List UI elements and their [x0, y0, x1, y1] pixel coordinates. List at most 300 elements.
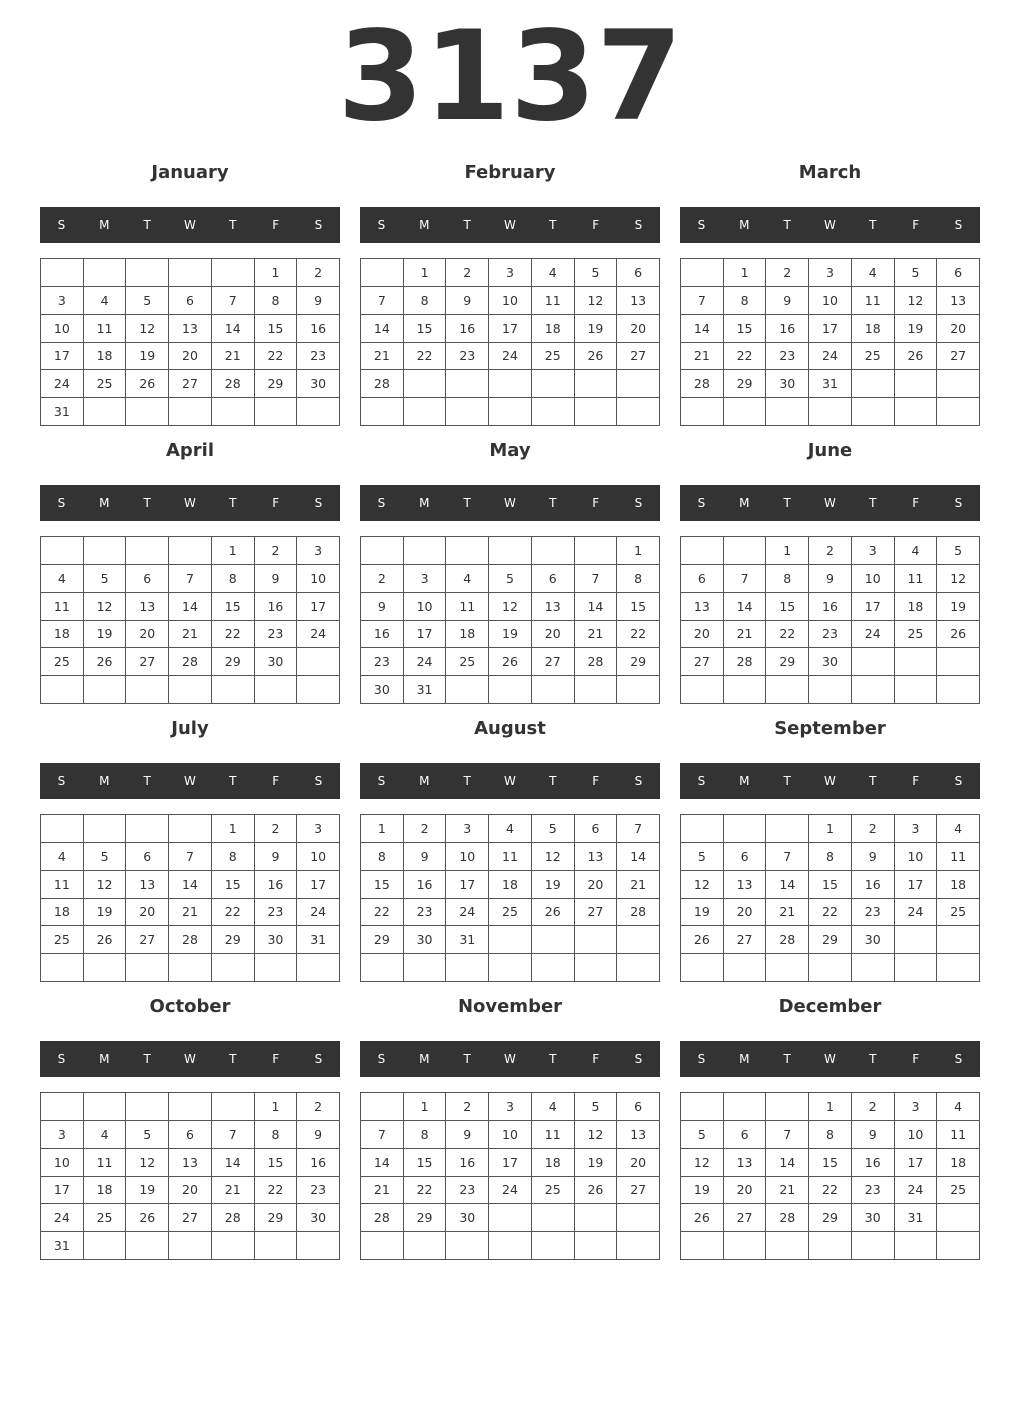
empty-day-cell [41, 537, 84, 565]
weekday-label: F [592, 218, 600, 232]
empty-day-cell [361, 398, 404, 426]
empty-day-cell [724, 537, 767, 565]
weekday-label: S [314, 496, 323, 510]
day-cell: 20 [126, 899, 169, 927]
day-cell: 16 [766, 315, 809, 343]
day-cell: 30 [404, 926, 447, 954]
day-cell: 19 [126, 1177, 169, 1205]
month-title: January [151, 162, 229, 183]
day-cell: 12 [532, 843, 575, 871]
empty-day-cell [84, 1232, 127, 1260]
weekday-label: T [869, 218, 877, 232]
day-cell: 19 [126, 343, 169, 371]
empty-day-cell [297, 1232, 340, 1260]
empty-day-cell [681, 815, 724, 843]
weekday-header [680, 207, 980, 243]
empty-day-cell [489, 537, 532, 565]
day-cell: 2 [255, 815, 298, 843]
empty-day-cell [532, 1232, 575, 1260]
weekday-label: M [99, 774, 110, 788]
day-cell: 28 [361, 1204, 404, 1232]
day-cell: 26 [126, 370, 169, 398]
empty-day-cell [126, 676, 169, 704]
empty-day-cell [361, 1232, 404, 1260]
day-cell: 5 [681, 1121, 724, 1149]
day-cell: 26 [681, 926, 724, 954]
empty-day-cell [404, 370, 447, 398]
day-cell: 3 [404, 565, 447, 593]
empty-day-cell [617, 370, 660, 398]
empty-day-cell [41, 259, 84, 287]
empty-day-cell [852, 370, 895, 398]
weekday-label: W [184, 496, 196, 510]
day-cell: 8 [809, 843, 852, 871]
day-cell: 17 [895, 871, 938, 899]
day-cell: 19 [84, 899, 127, 927]
day-cell: 7 [361, 287, 404, 315]
empty-day-cell [446, 370, 489, 398]
day-cell: 10 [895, 1121, 938, 1149]
empty-day-cell [937, 1232, 980, 1260]
day-cell: 16 [361, 621, 404, 649]
day-cell: 27 [681, 648, 724, 676]
empty-day-cell [169, 1093, 212, 1121]
day-cell: 4 [41, 843, 84, 871]
day-cell: 21 [617, 871, 660, 899]
day-cell: 24 [41, 1204, 84, 1232]
weekday-label: S [377, 496, 386, 510]
day-cell: 26 [681, 1204, 724, 1232]
empty-day-cell [895, 954, 938, 982]
day-cell: 1 [255, 259, 298, 287]
day-cell: 25 [937, 899, 980, 927]
day-cell: 21 [361, 1177, 404, 1205]
day-cell: 15 [617, 593, 660, 621]
day-cell: 5 [532, 815, 575, 843]
empty-day-cell [255, 398, 298, 426]
empty-day-cell [766, 815, 809, 843]
day-grid [360, 258, 660, 426]
day-cell: 16 [852, 871, 895, 899]
empty-day-cell [446, 676, 489, 704]
day-cell: 24 [297, 621, 340, 649]
day-cell: 3 [297, 815, 340, 843]
day-cell: 26 [84, 648, 127, 676]
day-cell: 4 [41, 565, 84, 593]
day-cell: 21 [212, 343, 255, 371]
weekday-label: S [634, 1052, 643, 1066]
weekday-label: W [504, 1052, 516, 1066]
day-cell: 24 [809, 343, 852, 371]
day-cell: 2 [297, 1093, 340, 1121]
empty-day-cell [766, 954, 809, 982]
day-cell: 30 [809, 648, 852, 676]
day-cell: 4 [532, 1093, 575, 1121]
day-cell: 3 [446, 815, 489, 843]
day-cell: 12 [84, 593, 127, 621]
day-cell: 15 [255, 315, 298, 343]
day-cell: 21 [169, 899, 212, 927]
weekday-label: F [912, 496, 920, 510]
day-cell: 7 [617, 815, 660, 843]
day-cell: 18 [84, 343, 127, 371]
day-cell: 24 [489, 1177, 532, 1205]
day-cell: 10 [404, 593, 447, 621]
day-cell: 9 [404, 843, 447, 871]
day-cell: 22 [766, 621, 809, 649]
day-cell: 8 [404, 287, 447, 315]
weekday-header [40, 207, 340, 243]
day-cell: 15 [255, 1149, 298, 1177]
day-cell: 12 [84, 871, 127, 899]
empty-day-cell [212, 954, 255, 982]
empty-day-cell [169, 259, 212, 287]
empty-day-cell [852, 676, 895, 704]
empty-day-cell [84, 676, 127, 704]
day-cell: 21 [766, 899, 809, 927]
weekday-label: T [229, 218, 237, 232]
day-cell: 14 [361, 1149, 404, 1177]
empty-day-cell [212, 398, 255, 426]
day-cell: 3 [895, 1093, 938, 1121]
day-cell: 13 [937, 287, 980, 315]
day-grid [40, 258, 340, 426]
empty-day-cell [84, 537, 127, 565]
empty-day-cell [84, 1093, 127, 1121]
day-cell: 17 [852, 593, 895, 621]
day-cell: 6 [724, 843, 767, 871]
empty-day-cell [446, 398, 489, 426]
day-cell: 24 [489, 343, 532, 371]
weekday-label: S [954, 1052, 963, 1066]
empty-day-cell [404, 954, 447, 982]
day-cell: 16 [404, 871, 447, 899]
empty-day-cell [617, 1204, 660, 1232]
day-cell: 9 [852, 843, 895, 871]
empty-day-cell [852, 398, 895, 426]
day-cell: 7 [766, 843, 809, 871]
weekday-label: S [314, 218, 323, 232]
day-cell: 15 [361, 871, 404, 899]
day-cell: 23 [852, 1177, 895, 1205]
day-cell: 20 [681, 621, 724, 649]
weekday-label: W [824, 774, 836, 788]
weekday-label: M [419, 774, 430, 788]
empty-day-cell [169, 954, 212, 982]
empty-day-cell [575, 676, 618, 704]
day-cell: 11 [489, 843, 532, 871]
day-cell: 5 [937, 537, 980, 565]
empty-day-cell [532, 370, 575, 398]
day-cell: 13 [169, 1149, 212, 1177]
day-cell: 12 [126, 1149, 169, 1177]
day-cell: 4 [446, 565, 489, 593]
day-cell: 19 [532, 871, 575, 899]
day-cell: 3 [852, 537, 895, 565]
weekday-label: W [504, 218, 516, 232]
day-cell: 26 [532, 899, 575, 927]
day-cell: 11 [532, 287, 575, 315]
day-cell: 31 [41, 1232, 84, 1260]
day-cell: 11 [937, 1121, 980, 1149]
empty-day-cell [255, 1232, 298, 1260]
day-cell: 9 [766, 287, 809, 315]
day-cell: 9 [809, 565, 852, 593]
day-cell: 25 [489, 899, 532, 927]
weekday-label: S [377, 218, 386, 232]
weekday-label: M [99, 218, 110, 232]
weekday-label: S [954, 218, 963, 232]
day-cell: 6 [169, 1121, 212, 1149]
weekday-label: T [869, 1052, 877, 1066]
month-title: July [171, 718, 209, 739]
day-cell: 29 [724, 370, 767, 398]
day-cell: 14 [766, 871, 809, 899]
empty-day-cell [489, 398, 532, 426]
day-cell: 4 [532, 259, 575, 287]
empty-day-cell [212, 1232, 255, 1260]
day-cell: 31 [297, 926, 340, 954]
day-cell: 13 [532, 593, 575, 621]
day-grid [40, 1092, 340, 1260]
month-title: March [798, 162, 862, 183]
day-cell: 12 [489, 593, 532, 621]
day-cell: 24 [297, 899, 340, 927]
weekday-label: T [463, 218, 471, 232]
weekday-label: M [739, 774, 750, 788]
day-cell: 16 [852, 1149, 895, 1177]
empty-day-cell [724, 676, 767, 704]
day-cell: 15 [809, 1149, 852, 1177]
day-cell: 25 [937, 1177, 980, 1205]
day-cell: 13 [575, 843, 618, 871]
empty-day-cell [404, 1232, 447, 1260]
day-cell: 15 [212, 871, 255, 899]
weekday-label: S [57, 218, 66, 232]
day-cell: 8 [255, 287, 298, 315]
weekday-label: T [229, 496, 237, 510]
weekday-label: T [549, 218, 557, 232]
weekday-label: F [272, 774, 280, 788]
day-cell: 10 [489, 287, 532, 315]
day-cell: 25 [446, 648, 489, 676]
day-cell: 11 [84, 315, 127, 343]
day-cell: 8 [617, 565, 660, 593]
empty-day-cell [169, 537, 212, 565]
day-cell: 5 [126, 287, 169, 315]
empty-day-cell [617, 954, 660, 982]
empty-day-cell [41, 676, 84, 704]
weekday-label: F [592, 774, 600, 788]
empty-day-cell [126, 537, 169, 565]
empty-day-cell [297, 648, 340, 676]
day-cell: 17 [297, 593, 340, 621]
day-cell: 12 [681, 871, 724, 899]
day-cell: 11 [84, 1149, 127, 1177]
weekday-label: T [143, 496, 151, 510]
day-cell: 3 [297, 537, 340, 565]
day-cell: 20 [169, 1177, 212, 1205]
day-cell: 19 [937, 593, 980, 621]
weekday-label: M [419, 496, 430, 510]
day-cell: 27 [724, 926, 767, 954]
empty-day-cell [297, 398, 340, 426]
empty-day-cell [361, 954, 404, 982]
day-cell: 3 [41, 1121, 84, 1149]
weekday-label: T [463, 496, 471, 510]
day-cell: 26 [937, 621, 980, 649]
day-grid [680, 1092, 980, 1260]
day-cell: 22 [809, 899, 852, 927]
day-cell: 26 [126, 1204, 169, 1232]
empty-day-cell [489, 1232, 532, 1260]
day-cell: 8 [361, 843, 404, 871]
day-cell: 28 [212, 1204, 255, 1232]
day-cell: 6 [681, 565, 724, 593]
day-cell: 15 [404, 1149, 447, 1177]
empty-day-cell [766, 1232, 809, 1260]
empty-day-cell [766, 398, 809, 426]
day-cell: 16 [446, 1149, 489, 1177]
day-cell: 1 [255, 1093, 298, 1121]
empty-day-cell [895, 676, 938, 704]
day-cell: 2 [297, 259, 340, 287]
day-cell: 18 [41, 899, 84, 927]
weekday-header [40, 763, 340, 799]
day-cell: 2 [852, 1093, 895, 1121]
day-cell: 2 [361, 565, 404, 593]
empty-day-cell [532, 1204, 575, 1232]
day-cell: 12 [575, 1121, 618, 1149]
day-cell: 16 [297, 1149, 340, 1177]
day-cell: 13 [126, 593, 169, 621]
day-cell: 11 [895, 565, 938, 593]
empty-day-cell [532, 398, 575, 426]
weekday-label: S [697, 1052, 706, 1066]
empty-day-cell [724, 954, 767, 982]
day-cell: 22 [255, 1177, 298, 1205]
day-cell: 27 [126, 648, 169, 676]
day-cell: 29 [617, 648, 660, 676]
day-cell: 9 [297, 287, 340, 315]
weekday-header [680, 485, 980, 521]
day-cell: 22 [404, 1177, 447, 1205]
empty-day-cell [575, 370, 618, 398]
weekday-label: T [783, 496, 791, 510]
day-cell: 24 [852, 621, 895, 649]
day-cell: 24 [404, 648, 447, 676]
day-cell: 17 [489, 1149, 532, 1177]
empty-day-cell [84, 259, 127, 287]
empty-day-cell [681, 1093, 724, 1121]
day-cell: 9 [297, 1121, 340, 1149]
empty-day-cell [532, 954, 575, 982]
weekday-label: T [549, 496, 557, 510]
empty-day-cell [895, 648, 938, 676]
empty-day-cell [575, 537, 618, 565]
empty-day-cell [84, 815, 127, 843]
day-cell: 28 [724, 648, 767, 676]
day-cell: 22 [361, 899, 404, 927]
weekday-header [680, 763, 980, 799]
day-cell: 16 [297, 315, 340, 343]
day-cell: 6 [937, 259, 980, 287]
empty-day-cell [489, 926, 532, 954]
empty-day-cell [617, 398, 660, 426]
weekday-label: M [739, 496, 750, 510]
empty-day-cell [489, 1204, 532, 1232]
day-cell: 14 [575, 593, 618, 621]
day-cell: 6 [724, 1121, 767, 1149]
day-cell: 5 [895, 259, 938, 287]
day-cell: 28 [766, 926, 809, 954]
day-cell: 12 [126, 315, 169, 343]
day-cell: 5 [489, 565, 532, 593]
day-cell: 14 [766, 1149, 809, 1177]
month-title: October [149, 996, 231, 1017]
empty-day-cell [446, 537, 489, 565]
day-cell: 13 [617, 287, 660, 315]
day-cell: 2 [255, 537, 298, 565]
weekday-label: T [783, 218, 791, 232]
weekday-label: T [869, 774, 877, 788]
weekday-label: S [57, 1052, 66, 1066]
empty-day-cell [852, 1232, 895, 1260]
month-title: June [807, 440, 853, 461]
empty-day-cell [489, 954, 532, 982]
day-cell: 23 [446, 343, 489, 371]
day-cell: 17 [404, 621, 447, 649]
weekday-label: F [592, 496, 600, 510]
day-cell: 17 [446, 871, 489, 899]
day-cell: 27 [937, 343, 980, 371]
empty-day-cell [724, 1232, 767, 1260]
day-cell: 11 [532, 1121, 575, 1149]
day-cell: 18 [852, 315, 895, 343]
weekday-label: S [314, 774, 323, 788]
weekday-header [680, 1041, 980, 1077]
day-cell: 21 [724, 621, 767, 649]
day-cell: 8 [212, 565, 255, 593]
day-cell: 2 [446, 1093, 489, 1121]
empty-day-cell [809, 954, 852, 982]
weekday-label: F [272, 1052, 280, 1066]
day-cell: 25 [852, 343, 895, 371]
empty-day-cell [809, 398, 852, 426]
day-cell: 29 [809, 1204, 852, 1232]
month-title: November [457, 996, 563, 1017]
weekday-label: T [869, 496, 877, 510]
empty-day-cell [575, 398, 618, 426]
day-cell: 17 [489, 315, 532, 343]
day-cell: 6 [532, 565, 575, 593]
day-cell: 18 [937, 1149, 980, 1177]
empty-day-cell [724, 398, 767, 426]
empty-day-cell [681, 954, 724, 982]
day-cell: 13 [126, 871, 169, 899]
day-cell: 26 [84, 926, 127, 954]
weekday-header [360, 763, 660, 799]
month-title: August [474, 718, 546, 739]
day-cell: 7 [212, 1121, 255, 1149]
empty-day-cell [41, 815, 84, 843]
empty-day-cell [126, 1093, 169, 1121]
weekday-label: W [824, 218, 836, 232]
day-cell: 1 [809, 1093, 852, 1121]
day-cell: 6 [617, 1093, 660, 1121]
day-cell: 15 [212, 593, 255, 621]
empty-day-cell [809, 676, 852, 704]
